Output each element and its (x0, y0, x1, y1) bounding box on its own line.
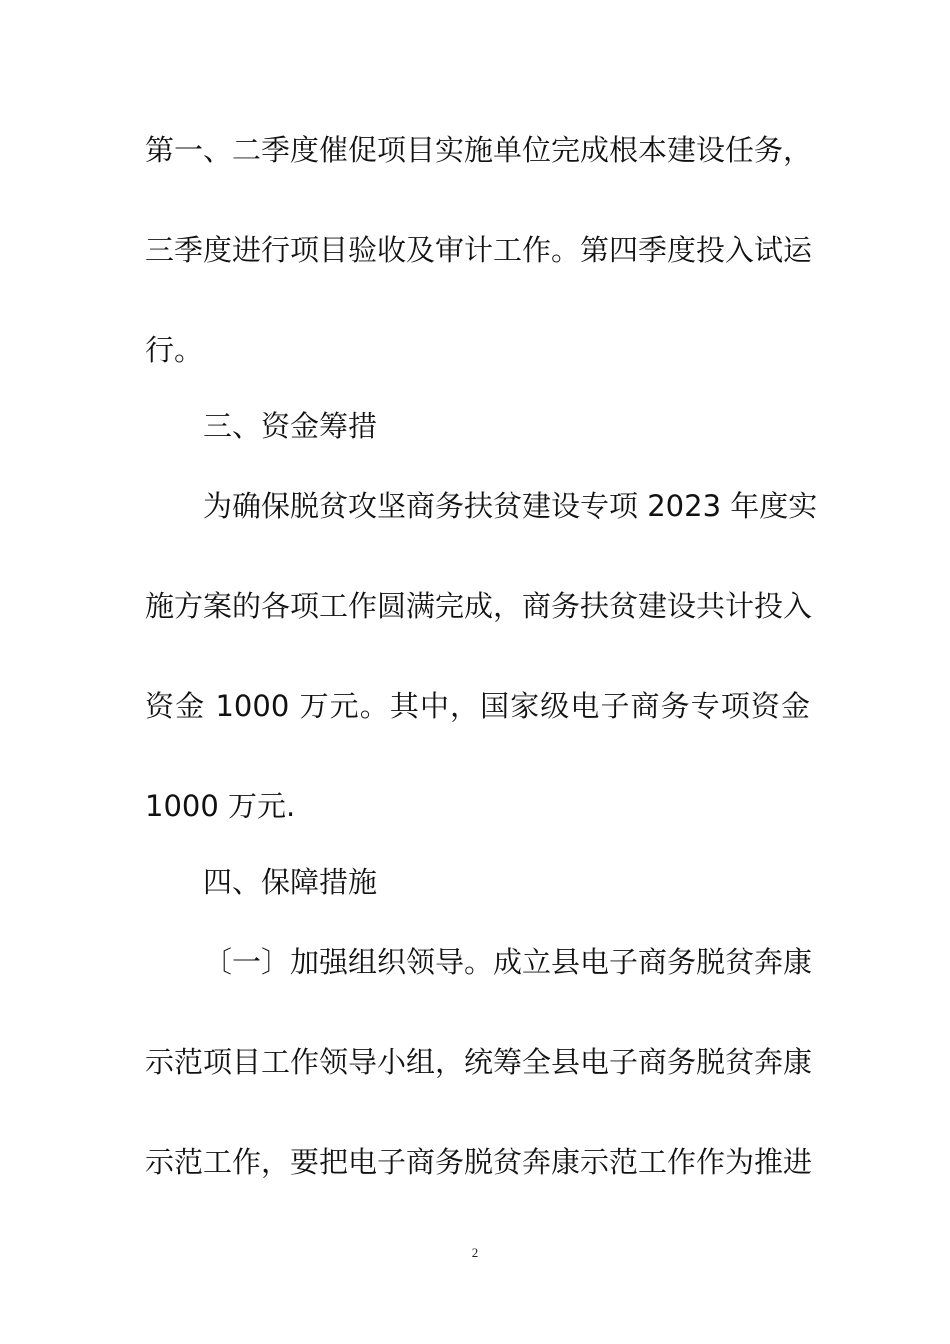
page-number: 2 (471, 1245, 479, 1260)
body-text-line-7: 资金 1000 万元。其中，国家级电子商务专项资金 (145, 689, 810, 723)
body-text-line-2: 三季度进行项目验收及审计工作。第四季度投入试运 (145, 233, 813, 267)
body-text-line-12: 示范工作，要把电子商务脱贫奔康示范工作作为推进 (145, 1145, 813, 1179)
body-text-line-5: 为确保脱贫攻坚商务扶贫建设专项 2023 年度实 (203, 489, 818, 523)
body-text-line-3: 行。 (145, 333, 204, 367)
section-heading-safeguards: 四、保障措施 (203, 865, 378, 899)
body-text-line-10: 〔一〕加强组织领导。成立县电子商务脱贫奔康 (203, 945, 813, 979)
body-text-line-11: 示范项目工作领导小组，统筹全县电子商务脱贫奔康 (145, 1045, 813, 1079)
section-heading-funding: 三、资金筹措 (203, 409, 378, 443)
body-text-line-6: 施方案的各项工作圆满完成，商务扶贫建设共计投入 (145, 589, 813, 623)
body-text-line-1: 第一、二季度催促项目实施单位完成根本建设任务， (145, 133, 813, 167)
body-text-line-8: 1000 万元. (145, 789, 296, 823)
